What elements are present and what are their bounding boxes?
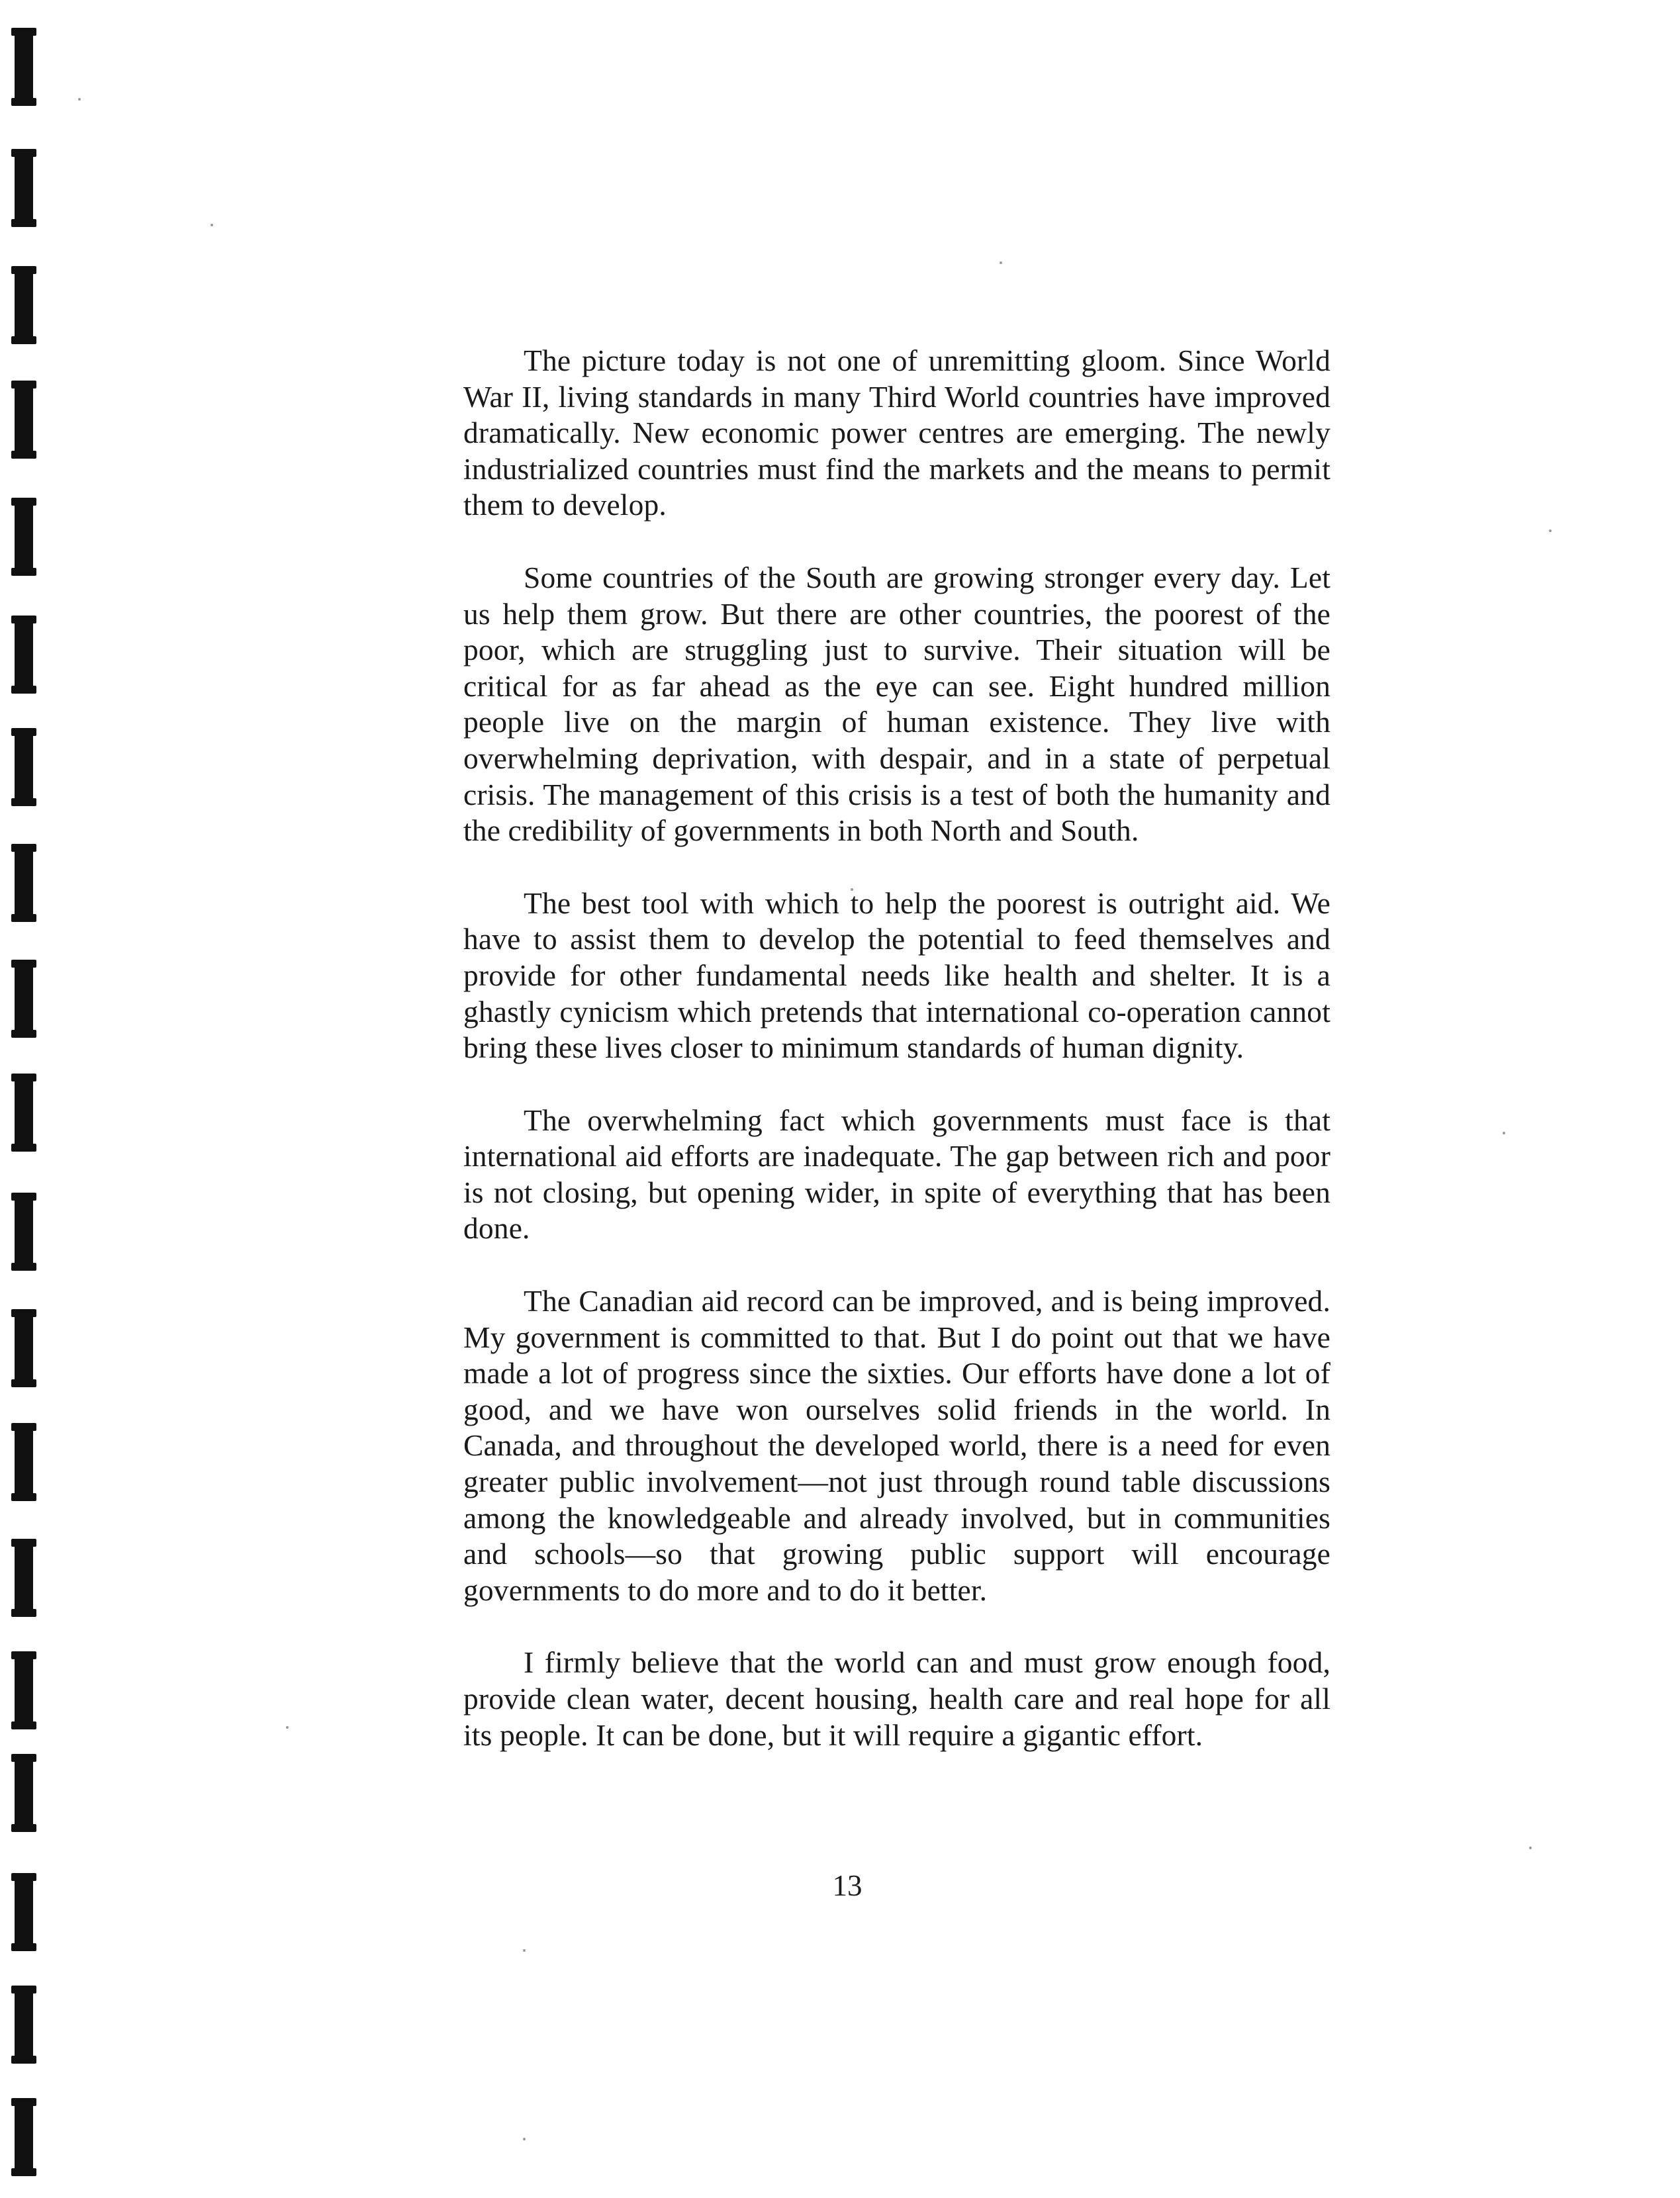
binding-mark [15, 149, 33, 227]
body-paragraph: The best tool with which to help the poorest is outright aid. We have to assist them to develop the potential to feed themselves and provide for other fundamental needs like health and shelter. It is a ghastly cynicism which pretends that international co-operation cannot bring these lives closer to minimum standards of human dignity. [463, 886, 1330, 1065]
binding-mark [15, 2098, 33, 2176]
scan-speck [523, 2138, 526, 2140]
scan-speck [523, 1949, 526, 1952]
binding-mark [15, 381, 33, 459]
binding-mark [15, 1539, 33, 1617]
page-number: 13 [832, 1869, 863, 1902]
binding-mark [15, 844, 33, 922]
body-paragraph: The Canadian aid record can be improved, and is being improved. My government is committed to that. But I do point out that we have made a lot of progress since the sixties. Our efforts have done a lot of good, and we have won ourselves solid friends in the world. In Canada, and throughout the developed world, there is a need for even greater public involvement—not just through round table discussions among the knowledgeable and already involved, but in communities and schools—so that growing public support will encourage governments to do more and to do it better. [463, 1284, 1330, 1607]
scan-speck [210, 224, 213, 226]
binding-mark [15, 498, 33, 576]
binding-mark [15, 1193, 33, 1271]
body-paragraph: The picture today is not one of unremitting gloom. Since World War II, living standards in many Third World countries have improved dramatically. New economic power centres are emerging. The newly industrialized countries must find the markets and the means to permit them to develop. [463, 343, 1330, 522]
body-paragraph: Some countries of the South are growing stronger every day. Let us help them grow. But there are other countries, the poorest of the poor, which are struggling just to survive. Their situation will be critical for as far ahead as the eye can see. Eight hundred million people live on the margin of human existence. They live with overwhelming deprivation, with despair, and in a state of perpetual crisis. The management of this crisis is a test of both the humanity and the credibility of governments in both North and South. [463, 560, 1330, 848]
binding-mark [15, 616, 33, 694]
binding-mark [15, 28, 33, 106]
scan-speck [1549, 529, 1552, 532]
scan-speck [1529, 1847, 1532, 1849]
scan-speck [1503, 1132, 1505, 1134]
scan-speck [1000, 261, 1002, 264]
binding-mark [15, 1074, 33, 1152]
binding-mark [15, 1754, 33, 1832]
scan-speck [78, 98, 81, 101]
binding-mark [15, 728, 33, 806]
page-body [463, 343, 1330, 1790]
scan-speck [286, 1726, 289, 1729]
body-paragraph: I firmly believe that the world can and must grow enough food, provide clean water, decent housing, health care and real hope for all its people. It can be done, but it will require a gigantic effort. [463, 1645, 1330, 1752]
binding-mark [15, 1423, 33, 1501]
binding-mark [15, 1986, 33, 2064]
binding-mark [15, 266, 33, 344]
body-paragraph: The overwhelming fact which governments must face is that international aid efforts are inadequate. The gap between rich and poor is not closing, but opening wider, in spite of everything that has been done. [463, 1103, 1330, 1246]
binding-mark [15, 1651, 33, 1729]
binding-mark [15, 1309, 33, 1387]
binding-mark [15, 960, 33, 1038]
